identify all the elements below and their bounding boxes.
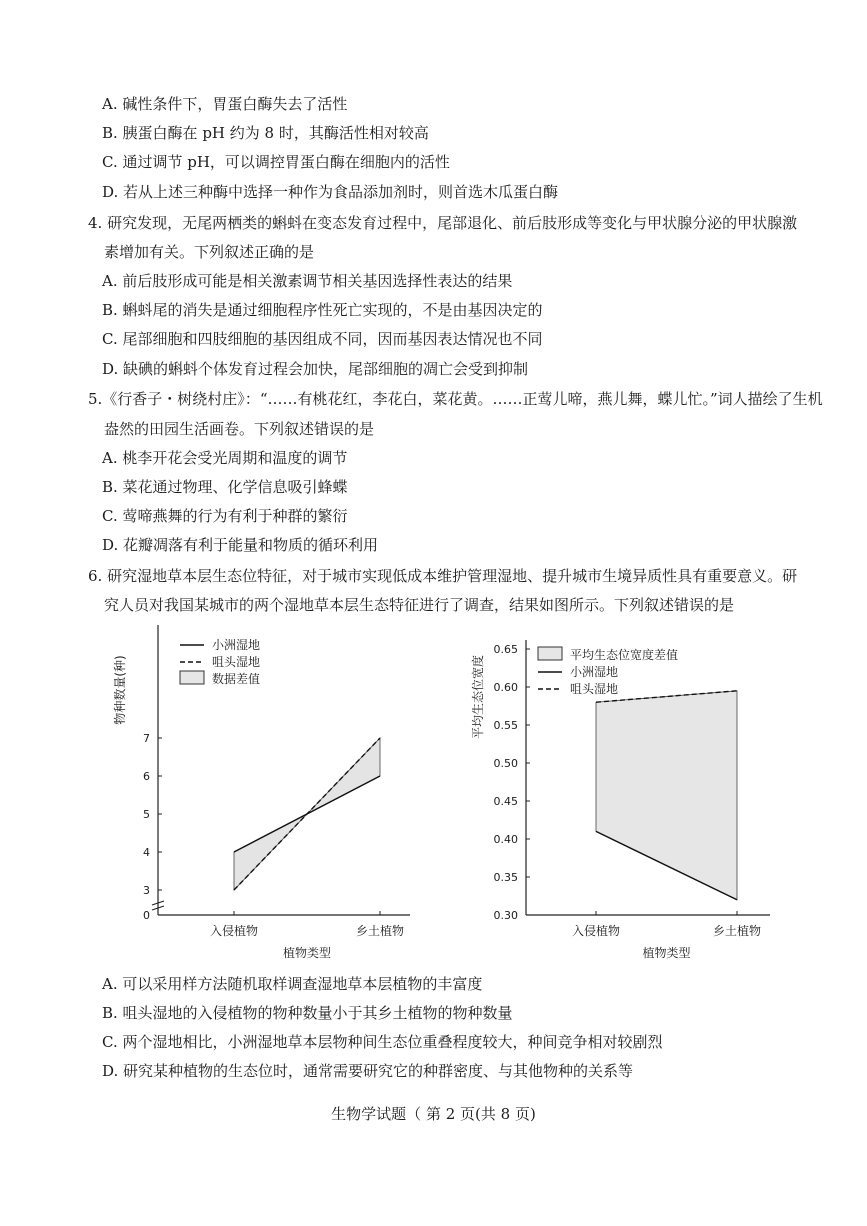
x-tick-label: 乡土植物 — [355, 924, 405, 938]
y-tick-label: 0.30 — [493, 909, 518, 922]
q5-stem-line2: 盎然的田园生活画卷。下列叙述错误的是 — [104, 420, 375, 438]
q6-option-a: A. 可以采用样方法随机取样调查湿地草本层植物的丰富度 — [102, 975, 483, 993]
y-tick-label: 6 — [143, 770, 150, 783]
q3-option-d: D. 若从上述三种酶中选择一种作为食品添加剂时，则首选木瓜蛋白酶 — [102, 183, 559, 201]
y-tick-label: 0.55 — [493, 719, 518, 732]
y-tick-label: 7 — [143, 732, 150, 745]
y-axis-label: 物种数量(种) — [113, 655, 127, 725]
legend-label-difference: 数据差值 — [212, 672, 261, 686]
x-axis-label: 植物类型 — [282, 946, 332, 960]
x-tick-label: 入侵植物 — [571, 924, 621, 938]
q4-option-a: A. 前后肢形成可能是相关激素调节相关基因选择性表达的结果 — [102, 272, 513, 290]
y-tick-label: 0.45 — [493, 795, 518, 808]
legend-label-jutou: 咀头湿地 — [212, 655, 261, 669]
q5-stem-line1: 5.《行香子・树绕村庄》：“……有桃花红，李花白，菜花黄。……正莺儿啼，燕儿舞，蝶儿忙。”词人描绘了生机 — [88, 390, 823, 408]
legend-swatch-difference — [180, 671, 204, 684]
y-tick-label: 5 — [143, 808, 150, 821]
q5-option-c: C. 莺啼燕舞的行为有利于种群的繁衍 — [102, 507, 348, 525]
q4-option-c: C. 尾部细胞和四肢细胞的基因组成不同，因而基因表达情况也不同 — [102, 330, 543, 348]
q4-option-d: D. 缺碘的蝌蚪个体发育过程会加快，尾部细胞的凋亡会受到抑制 — [102, 360, 529, 378]
y-tick-label: 0 — [143, 909, 150, 922]
y-tick-label: 0.35 — [493, 871, 518, 884]
legend-swatch-difference — [538, 647, 562, 660]
q5-option-d: D. 花瓣凋落有利于能量和物质的循环利用 — [102, 536, 379, 554]
legend-label-difference: 平均生态位宽度差值 — [570, 648, 679, 662]
q5-option-a: A. 桃李开花会受光周期和温度的调节 — [102, 449, 348, 467]
q6-option-c: C. 两个湿地相比，小洲湿地草本层物种间生态位重叠程度较大，种间竞争相对较剧烈 — [102, 1033, 663, 1051]
q6-stem-line1: 6. 研究湿地草本层生态位特征，对于城市实现低成本维护管理湿地、提升城市生境异质性具有重要意义。研 — [88, 567, 798, 585]
q3-option-b: B. 胰蛋白酶在 pH 约为 8 时，其酶活性相对较高 — [102, 124, 429, 142]
x-tick-label: 入侵植物 — [209, 924, 259, 938]
x-axis-label: 植物类型 — [642, 946, 691, 960]
series-line-jutou — [234, 738, 380, 890]
q6-option-b: B. 咀头湿地的入侵植物的物种数量小于其乡土植物的物种数量 — [102, 1004, 513, 1022]
q4-stem-line1: 4. 研究发现，无尾两栖类的蝌蚪在变态发育过程中，尾部退化、前后肢形成等变化与甲状腺分泌的甲状腺激 — [88, 214, 798, 232]
niche-width-chart — [460, 625, 790, 970]
y-tick-label: 0.65 — [493, 643, 518, 656]
difference-area — [596, 691, 737, 900]
legend-label-xiaozhou: 小洲湿地 — [570, 665, 619, 679]
y-tick-label: 3 — [143, 884, 150, 897]
y-tick-label: 0.50 — [493, 757, 518, 770]
legend-label-jutou: 咀头湿地 — [570, 682, 619, 696]
q4-stem-line2: 素增加有关。下列叙述正确的是 — [104, 243, 315, 261]
page-footer: 生物学试题（ 第 2 页(共 8 页) — [331, 1105, 536, 1123]
q3-option-a: A. 碱性条件下，胃蛋白酶失去了活性 — [102, 95, 348, 113]
q6-option-d: D. 研究某种植物的生态位时，通常需要研究它的种群密度、与其他物种的关系等 — [102, 1062, 634, 1080]
y-tick-label: 4 — [143, 846, 150, 859]
q4-option-b: B. 蝌蚪尾的消失是通过细胞程序性死亡实现的，不是由基因决定的 — [102, 301, 543, 319]
y-tick-label: 0.40 — [493, 833, 518, 846]
x-tick-label: 乡土植物 — [712, 924, 762, 938]
q5-option-b: B. 菜花通过物理、化学信息吸引蜂蝶 — [102, 478, 348, 496]
y-axis-label: 平均生态位宽度 — [471, 654, 485, 740]
legend-label-xiaozhou: 小洲湿地 — [212, 638, 261, 652]
q3-option-c: C. 通过调节 pH，可以调控胃蛋白酶在细胞内的活性 — [102, 153, 450, 171]
q6-stem-line2: 究人员对我国某城市的两个湿地草本层生态特征进行了调查，结果如图所示。下列叙述错误的是 — [104, 596, 735, 614]
species-count-chart — [110, 625, 440, 970]
y-tick-label: 0.60 — [493, 681, 518, 694]
